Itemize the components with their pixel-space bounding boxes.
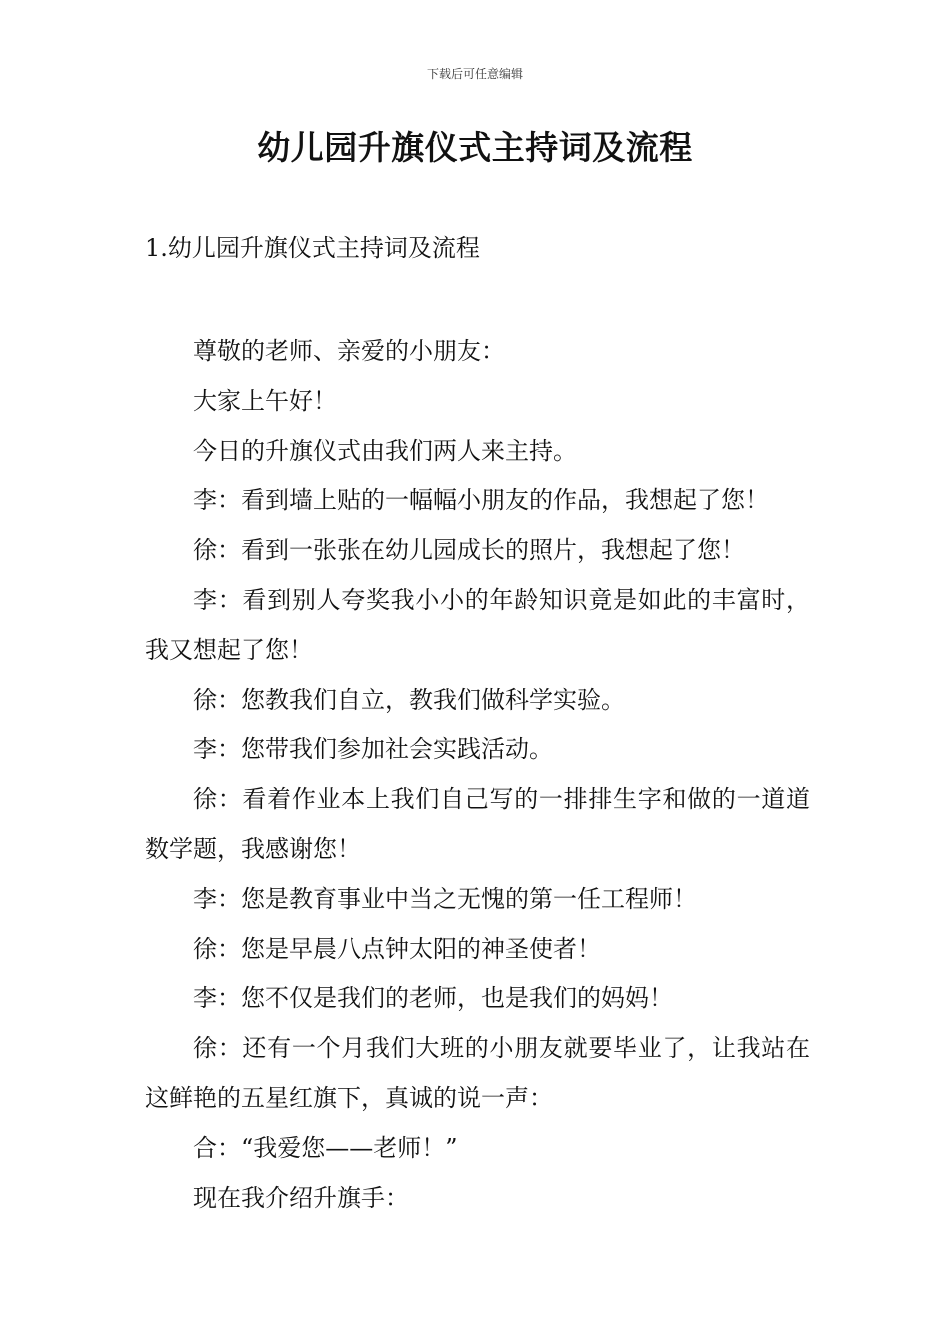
paragraph-xu-5: 徐：还有一个月我们大班的小朋友就要毕业了，让我站在这鲜艳的五星红旗下，真诚的说一声： (145, 1034, 810, 1112)
section-heading: 1.幼儿园升旗仪式主持词及流程 (145, 234, 480, 262)
paragraph-together: 合：“我爱您——老师！” (193, 1133, 458, 1162)
paragraph-xu-2: 徐：您教我们自立，教我们做科学实验。 (193, 685, 625, 714)
paragraph-good-morning: 大家上午好！ (193, 386, 337, 415)
paragraph-li-3: 李：您带我们参加社会实践活动。 (193, 735, 553, 764)
document-body (145, 327, 810, 1223)
paragraph-xu-1: 徐：看到一张张在幼儿园成长的照片，我想起了您！ (193, 536, 745, 565)
paragraph-flag-raiser-intro: 现在我介绍升旗手： (193, 1183, 409, 1212)
paragraph-xu-3: 徐：看着作业本上我们自己写的一排排生字和做的一道道数学题，我感谢您！ (145, 785, 810, 863)
paragraph-li-5: 李：您不仅是我们的老师，也是我们的妈妈！ (193, 984, 673, 1013)
paragraph-li-2: 李：看到别人夸奖我小小的年龄知识竟是如此的丰富时，我又想起了您！ (145, 585, 810, 664)
paragraph-xu-4: 徐：您是早晨八点钟太阳的神圣使者！ (193, 934, 601, 963)
paragraph-li-4: 李：您是教育事业中当之无愧的第一任工程师！ (193, 884, 697, 913)
document-title: 幼儿园升旗仪式主持词及流程 (257, 128, 693, 167)
paragraph-li-1: 李：看到墙上贴的一幅幅小朋友的作品，我想起了您！ (193, 486, 769, 515)
paragraph-host-intro: 今日的升旗仪式由我们两人来主持。 (193, 436, 577, 465)
header-note: 下载后可任意编辑 (426, 67, 523, 81)
paragraph-greeting: 尊敬的老师、亲爱的小朋友： (193, 337, 505, 365)
